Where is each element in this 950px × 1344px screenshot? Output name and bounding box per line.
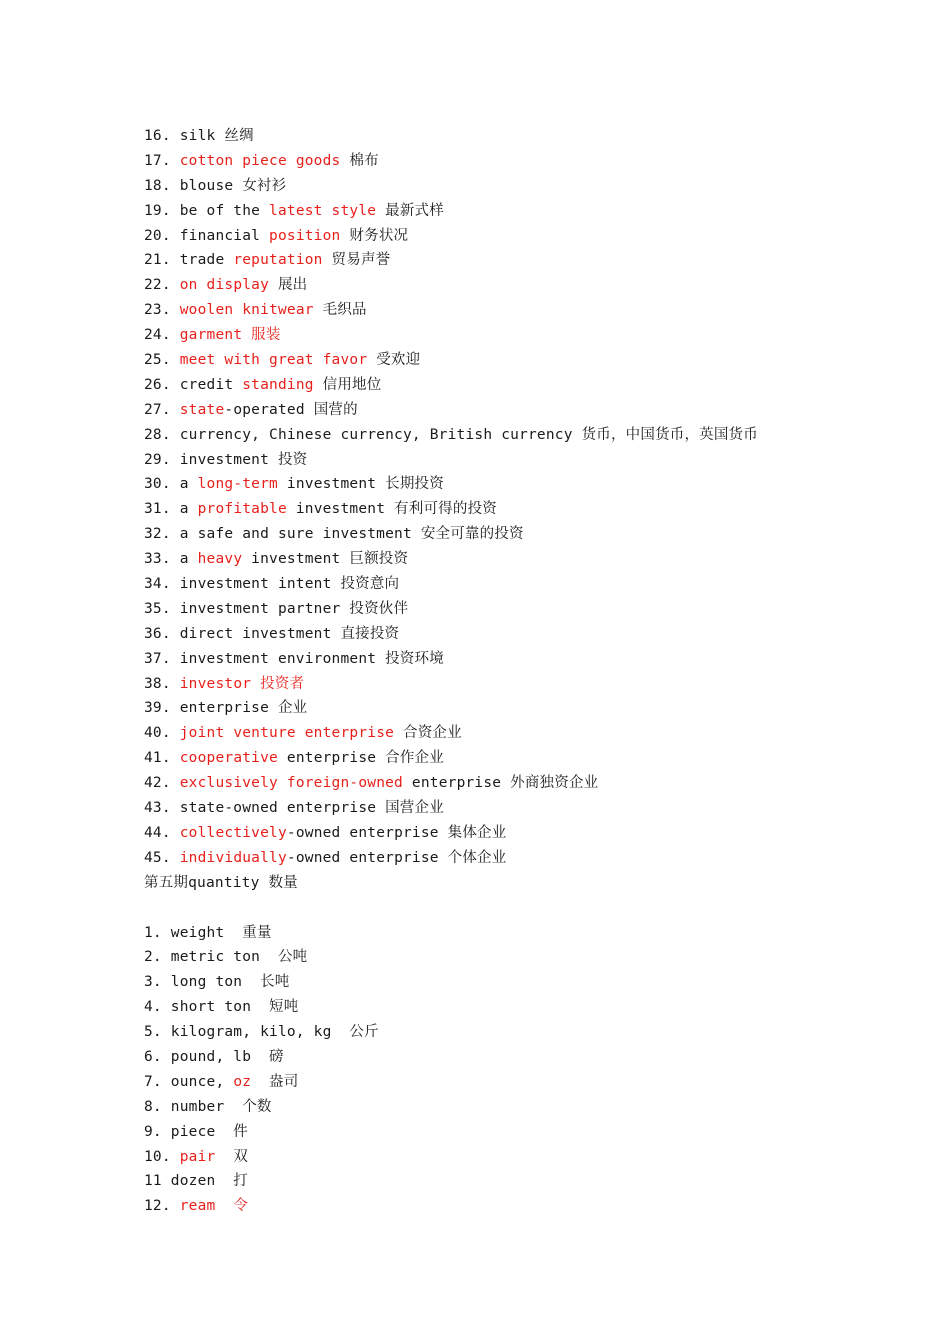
- line-text: 5. kilogram, kilo, kg 公斤: [144, 1024, 379, 1041]
- line-text: 12.: [144, 1198, 180, 1215]
- line-text: 37. investment environment 投资环境: [144, 650, 444, 667]
- line-text: 信用地位: [313, 376, 382, 393]
- vocabulary-line: [144, 597, 904, 622]
- line-text: 32. a safe and sure investment 安全可靠的投资: [144, 526, 524, 543]
- vocabulary-line: [144, 348, 904, 373]
- vocabulary-line: [144, 995, 904, 1020]
- line-text: 7. ounce,: [144, 1073, 234, 1090]
- vocabulary-line: [144, 696, 904, 721]
- line-text: 财务状况: [340, 227, 409, 244]
- vocabulary-line: [144, 572, 904, 597]
- line-text: 盎司: [251, 1073, 299, 1090]
- highlighted-term: exclusively foreign-owned: [179, 775, 403, 792]
- line-text: 9. piece 件: [144, 1123, 248, 1140]
- highlighted-term: position: [269, 227, 341, 244]
- line-text: 双: [215, 1148, 249, 1165]
- vocabulary-line: [144, 174, 904, 199]
- vocabulary-line: [144, 373, 904, 398]
- vocabulary-line: [144, 1045, 904, 1070]
- vocabulary-line: [144, 746, 904, 771]
- highlighted-term: cooperative: [179, 750, 278, 767]
- line-text: 合资企业: [394, 725, 462, 742]
- line-text: 24.: [144, 327, 180, 344]
- vocabulary-line: [144, 945, 904, 970]
- vocabulary-line: [144, 298, 904, 323]
- vocabulary-line: [144, 124, 904, 149]
- line-text: 38.: [144, 675, 180, 692]
- line-text: 25.: [144, 352, 180, 369]
- line-text: 8. number 个数: [144, 1098, 272, 1115]
- line-text: 41.: [144, 750, 180, 767]
- vocabulary-line: [144, 497, 904, 522]
- highlighted-term: meet with great favor: [179, 352, 368, 369]
- vocabulary-line: [144, 1194, 904, 1219]
- line-text: 3. long ton 长吨: [144, 974, 290, 991]
- vocabulary-line: [144, 647, 904, 672]
- vocabulary-line: [144, 248, 904, 273]
- highlighted-term: profitable: [197, 501, 287, 518]
- vocabulary-line: [144, 672, 904, 697]
- vocabulary-line: [144, 472, 904, 497]
- vocabulary-list-section-1: [144, 124, 904, 896]
- line-text: 22.: [144, 277, 180, 294]
- line-text: 4. short ton 短吨: [144, 999, 299, 1016]
- line-text: 43. state-owned enterprise 国营企业: [144, 800, 444, 817]
- vocabulary-line: [144, 871, 904, 896]
- line-text: 39. enterprise 企业: [144, 700, 308, 717]
- line-text: 11 dozen 打: [144, 1173, 248, 1190]
- line-text: -owned enterprise 集体企业: [286, 824, 507, 841]
- highlighted-term: oz: [233, 1073, 252, 1090]
- line-text: 棉布: [340, 152, 379, 169]
- vocabulary-line: [144, 323, 904, 348]
- line-text: investment 长期投资: [277, 476, 444, 493]
- vocabulary-line: [144, 970, 904, 995]
- line-text: 20. financial: [144, 227, 270, 244]
- highlighted-term: garment 服装: [179, 327, 281, 344]
- highlighted-term: individually: [179, 849, 287, 866]
- vocabulary-line: [144, 921, 904, 946]
- line-text: 45.: [144, 849, 180, 866]
- line-text: -operated 国营的: [224, 401, 358, 418]
- line-text: investment 巨额投资: [242, 551, 409, 568]
- line-text: 21. trade: [144, 252, 234, 269]
- vocabulary-line: [144, 796, 904, 821]
- line-text: 16. silk 丝绸: [144, 128, 254, 144]
- line-text: enterprise 合作企业: [277, 750, 444, 767]
- highlighted-term: collectively: [179, 824, 287, 841]
- line-text: 31. a: [144, 501, 198, 518]
- line-text: investment 有利可得的投资: [286, 501, 497, 518]
- vocabulary-list-section-2: [144, 921, 904, 1220]
- line-text: 29. investment 投资: [144, 451, 308, 468]
- line-text: -owned enterprise 个体企业: [286, 849, 507, 866]
- line-text: 18. blouse 女衬衫: [144, 177, 287, 194]
- line-text: 10.: [144, 1148, 180, 1165]
- vocabulary-text: [144, 124, 904, 1219]
- line-text: 展出: [269, 277, 308, 294]
- line-text: 34. investment intent 投资意向: [144, 576, 400, 593]
- highlighted-term: joint venture enterprise: [179, 725, 395, 742]
- line-text: 42.: [144, 775, 180, 792]
- highlighted-term: pair: [179, 1148, 216, 1165]
- vocabulary-line: [144, 1095, 904, 1120]
- line-text: 贸易声誉: [322, 252, 391, 269]
- line-text: 26. credit: [144, 376, 243, 393]
- highlighted-term: on display: [179, 277, 270, 294]
- line-text: 6. pound, lb 磅: [144, 1048, 284, 1065]
- vocabulary-line: [144, 448, 904, 473]
- highlighted-term: latest style: [269, 202, 377, 219]
- line-text: 19. be of the: [144, 202, 270, 219]
- vocabulary-line: [144, 547, 904, 572]
- vocabulary-line: [144, 721, 904, 746]
- line-text: 27.: [144, 401, 180, 418]
- vocabulary-line: [144, 1145, 904, 1170]
- line-text: 28. currency, Chinese currency, British currency 货币，中国货币，英国货币: [144, 426, 758, 443]
- vocabulary-line: [144, 1070, 904, 1095]
- highlighted-term: state: [179, 401, 225, 418]
- vocabulary-line: [144, 1120, 904, 1145]
- vocabulary-line: [144, 1169, 904, 1194]
- line-text: 35. investment partner 投资伙伴: [144, 600, 409, 617]
- vocabulary-line: [144, 846, 904, 871]
- highlighted-term: standing: [242, 376, 314, 393]
- line-text: 第五期quantity 数量: [144, 874, 298, 891]
- vocabulary-line: [144, 821, 904, 846]
- line-text: 44.: [144, 824, 180, 841]
- vocabulary-line: [144, 199, 904, 224]
- highlighted-term: ream 令: [179, 1198, 249, 1215]
- vocabulary-line: [144, 771, 904, 796]
- vocabulary-line: [144, 522, 904, 547]
- line-text: 36. direct investment 直接投资: [144, 625, 400, 642]
- line-text: 2. metric ton 公吨: [144, 949, 308, 966]
- blank-line: [144, 896, 904, 921]
- line-text: enterprise 外商独资企业: [402, 775, 599, 792]
- vocabulary-line: [144, 224, 904, 249]
- highlighted-term: cotton piece goods: [179, 152, 341, 169]
- vocabulary-line: [144, 622, 904, 647]
- highlighted-term: woolen knitwear: [179, 302, 314, 319]
- highlighted-term: heavy: [197, 551, 243, 568]
- line-text: 17.: [144, 152, 180, 169]
- line-text: 毛织品: [313, 302, 367, 319]
- line-text: 40.: [144, 725, 180, 742]
- line-text: 23.: [144, 302, 180, 319]
- highlighted-term: long-term: [197, 476, 278, 493]
- highlighted-term: investor 投资者: [179, 675, 305, 692]
- vocabulary-line: [144, 273, 904, 298]
- line-text: 最新式样: [376, 202, 444, 219]
- vocabulary-line: [144, 1020, 904, 1045]
- vocabulary-line: [144, 423, 904, 448]
- vocabulary-line: [144, 398, 904, 423]
- vocabulary-line: [144, 149, 904, 174]
- line-text: 33. a: [144, 551, 198, 568]
- line-text: 1. weight 重量: [144, 924, 272, 941]
- line-text: 受欢迎: [367, 352, 421, 369]
- highlighted-term: reputation: [233, 252, 323, 269]
- line-text: 30. a: [144, 476, 198, 493]
